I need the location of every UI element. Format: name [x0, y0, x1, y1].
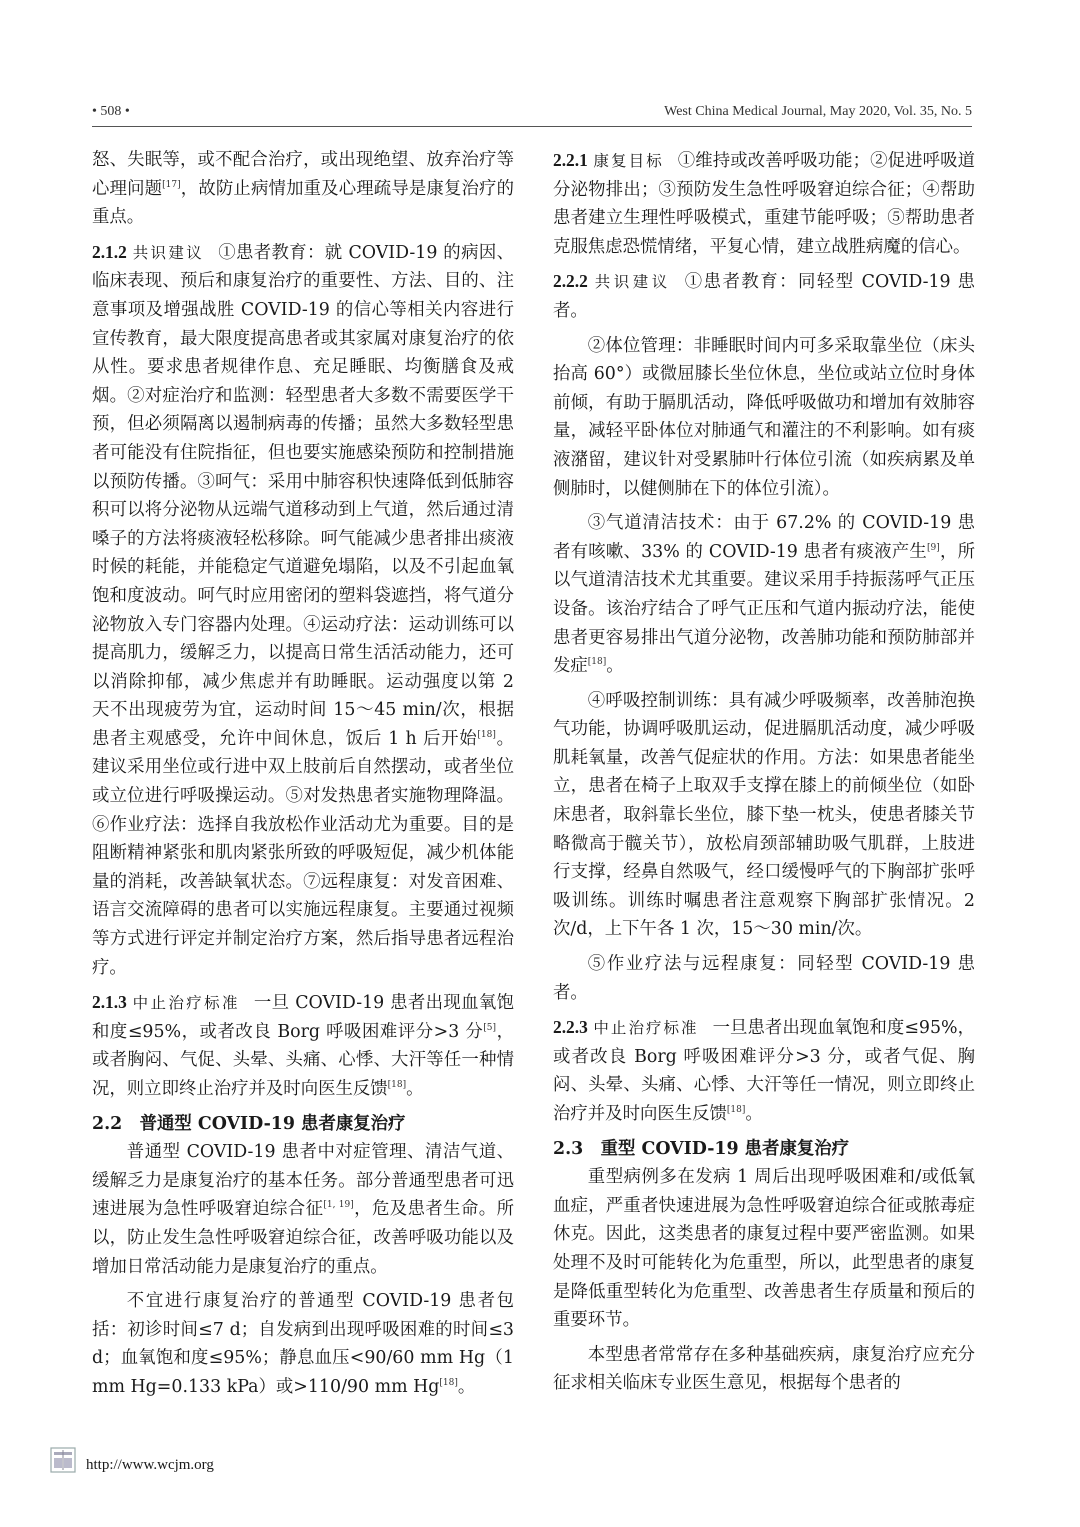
page-number: • 508 •: [92, 104, 130, 119]
section-number: 2.2.1: [553, 150, 588, 170]
citation-ref[interactable]: [17]: [162, 179, 181, 190]
journal-citation: West China Medical Journal, May 2020, Vol. 35, No. 5: [664, 104, 972, 119]
section-number: 2.2.2: [553, 271, 588, 292]
running-header: [92, 100, 972, 126]
section-2-1-3: 2.1.3 中止治疗标准 一旦 COVID-19 患者出现血氧饱和度≤95%，或者改良 Borg 呼吸困难评分>3 分[5]，或者胸闷、气促、头晕、头痛、心悸、大汗等任一种情况，则立即终止治疗并及时向医生反馈[18]。: [92, 992, 514, 1099]
right-column: [553, 146, 975, 1398]
citation-ref[interactable]: [18]: [477, 729, 496, 740]
paragraph: 重型病例多在发病 1 周后出现呼吸困难和/或低氧血症，严重者快速进展为急性呼吸窘迫综合征或脓毒症休克。因此，这类患者的康复过程中要严密监测。如果处理不及时可能转化为危重型，所以，此型患者的康复是降低重型转化为危重型、改善患者生存质量和预后的重要环节。: [553, 1167, 975, 1331]
section-2-2-3: 2.2.3 中止治疗标准 一旦患者出现血氧饱和度≤95%，或者改良 Borg 呼吸困难评分>3 分，或者气促、胸闷、头晕、头痛、心悸、大汗等任一情况，则立即终止治疗并及时向医生反馈[18]。: [553, 1017, 975, 1124]
section-2-2-1: 2.2.1 康复目标 ①维持或改善呼吸功能；②促进呼吸道分泌物排出；③预防发生急性呼吸窘迫综合征；④帮助患者建立生理性呼吸模式，重建节能呼吸；⑤帮助患者克服焦虑恐慌情绪，平复心情，建立战胜病魔的信心。: [553, 150, 975, 257]
paragraph: ③气道清洁技术：由于 67.2% 的 COVID-19 患者有咳嗽、33% 的 COVID-19 患者有痰液产生[9]，所以气道清洁技术尤其重要。建议采用手持振荡呼气正压设备。该治疗结合了呼气正压和气道内振动疗法，能使患者更容易排出气道分泌物，改善肺功能和预防肺部并发症[18]。: [553, 513, 975, 677]
section-keyword: 共识建议: [132, 243, 205, 262]
section-number: 2.2.3: [553, 1017, 588, 1038]
citation-ref[interactable]: [1, 19]: [323, 1200, 354, 1211]
paragraph: ②体位管理：非睡眠时间内可多采取靠坐位（床头抬高 60°）或微屈膝长坐位休息，坐位或站立位时身体前倾，有助于膈肌活动，降低呼吸做功和增加有效肺容量，减轻平卧体位对肺通气和灌注的不利影响。如有痰液潴留，建议针对受累肺叶行体位引流（如疾病累及单侧肺时，以健侧肺在下的体位引流）。: [553, 335, 975, 499]
citation-ref[interactable]: [5]: [483, 1022, 497, 1033]
citation-ref[interactable]: [18]: [726, 1105, 746, 1115]
section-2-2-2: 2.2.2 共识建议 ①患者教育：同轻型 COVID-19 患者。: [553, 271, 975, 321]
citation-ref[interactable]: [9]: [926, 542, 940, 553]
section-keyword: 康复目标: [593, 152, 664, 170]
section-keyword: 共识建议: [594, 273, 671, 292]
citation-ref[interactable]: [18]: [587, 657, 607, 668]
paragraph: 普通型 COVID-19 患者中对症管理、清洁气道、缓解乏力是康复治疗的基本任务。部分普通型患者可迅速进展为急性呼吸窘迫综合征[1, 19]，危及患者生命。所以，防止发生急性呼吸窘迫综合征，改善呼吸功能以及增加日常活动能力是康复治疗的重点。: [92, 1142, 514, 1277]
paragraph-continued: 怒、失眠等，或不配合治疗，或出现绝望、放弃治疗等心理问题[17]，故防止病情加重及心理疏导是康复治疗的重点。: [92, 150, 514, 228]
paragraph: 不宜进行康复治疗的普通型 COVID-19 患者包括：初诊时间≤7 d；自发病到出现呼吸困难的时间≤3 d；血氧饱和度≤95%；静息血压<90/60 mm Hg（1 mm Hg=0.133 kPa）或>110/90 mm Hg[18]。: [92, 1291, 514, 1397]
section-2-3-heading: 2.3 重型 COVID-19 患者康复治疗: [553, 1138, 850, 1159]
left-column: [92, 146, 514, 1402]
section-number: 2.1.3: [92, 992, 127, 1013]
citation-ref[interactable]: [18]: [387, 1080, 407, 1090]
journal-logo-icon: [50, 1447, 76, 1473]
header-rule: [92, 126, 972, 127]
section-keyword: 中止治疗标准: [132, 994, 240, 1013]
section-number: 2.1.2: [92, 241, 127, 262]
journal-website-link[interactable]: http://www.wcjm.org: [86, 1457, 214, 1473]
citation-ref[interactable]: [18]: [439, 1377, 458, 1388]
section-2-2-heading: 2.2 普通型 COVID-19 患者康复治疗: [92, 1113, 406, 1134]
section-keyword: 中止治疗标准: [593, 1019, 699, 1038]
paragraph: 本型患者常常存在多种基础疾病，康复治疗应充分征求相关临床专业医生意见，根据每个患者的: [553, 1344, 975, 1394]
section-2-1-2: 2.1.2 共识建议 ①患者教育：就 COVID-19 的病因、临床表现、预后和康复治疗的重要性、方法、目的、注意事项及增强战胜 COVID-19 的信心等相关内容进行宣传教育，最大限度提高患者或其家属对康复治疗的依从性。要求患者规律作息、充足睡眠、均衡膳食及戒烟。②对症治疗和监测：轻型患者大多数不需要医学干预，但必须隔离以遏制病毒的传播；虽然大多数轻型患者可能没有住院指征，但也要实施感染预防和控制措施以预防传播。③呵气：采用中肺容积快速降低到低肺容积可以将分泌物从远端气道移动到上气道，然后通过清嗓子的方法将痰液轻松移除。呵气能减少患者排出痰液时候的耗能，并能稳定气道避免塌陷，以及不引起血氧饱和度波动。呵气时应用密闭的塑料袋遮挡，将气道分泌物放入专门容器内处理。④运动疗法：运动训练可以提高肌力，缓解乏力，以提高日常生活活动能力，还可以消除抑郁，减少焦虑并有助睡眠。运动强度以第 2 天不出现疲劳为宜，运动时间 15～45 min/次，根据患者主观感受，允许中间休息，饭后 1 h 后开始[18]。建议采用坐位或行进中双上肢前后自然摆动，或者坐位或立位进行呼吸操运动。⑤对发热患者实施物理降温。⑥作业疗法：选择自我放松作业活动尤为重要。目的是阻断精神紧张和肌肉紧张所致的呼吸短促，减少机体能量的消耗，改善缺氧状态。⑦远程康复：对发音困难、语言交流障碍的患者可以实施远程康复。主要通过视频等方式进行评定并制定治疗方案，然后指导患者远程治疗。: [92, 241, 514, 978]
paragraph: ④呼吸控制训练：具有减少呼吸频率，改善肺泡换气功能，协调呼吸肌运动，促进膈肌活动度，减少呼吸肌耗氧量，改善气促症状的作用。方法：如果患者能坐立，患者在椅子上取双手支撑在膝上的前倾坐位（如卧床患者，取斜靠长坐位，膝下垫一枕头，使患者膝关节略微高于髋关节），放松肩颈部辅助吸气肌群，上肢进行支撑，经鼻自然吸气，经口缓慢呼气的下胸部扩张呼吸训练。训练时嘱患者注意观察下胸部扩张情况。2 次/d，上下午各 1 次，15～30 min/次。: [553, 690, 975, 940]
paragraph: ⑤作业疗法与远程康复：同轻型 COVID-19 患者。: [553, 954, 975, 1003]
